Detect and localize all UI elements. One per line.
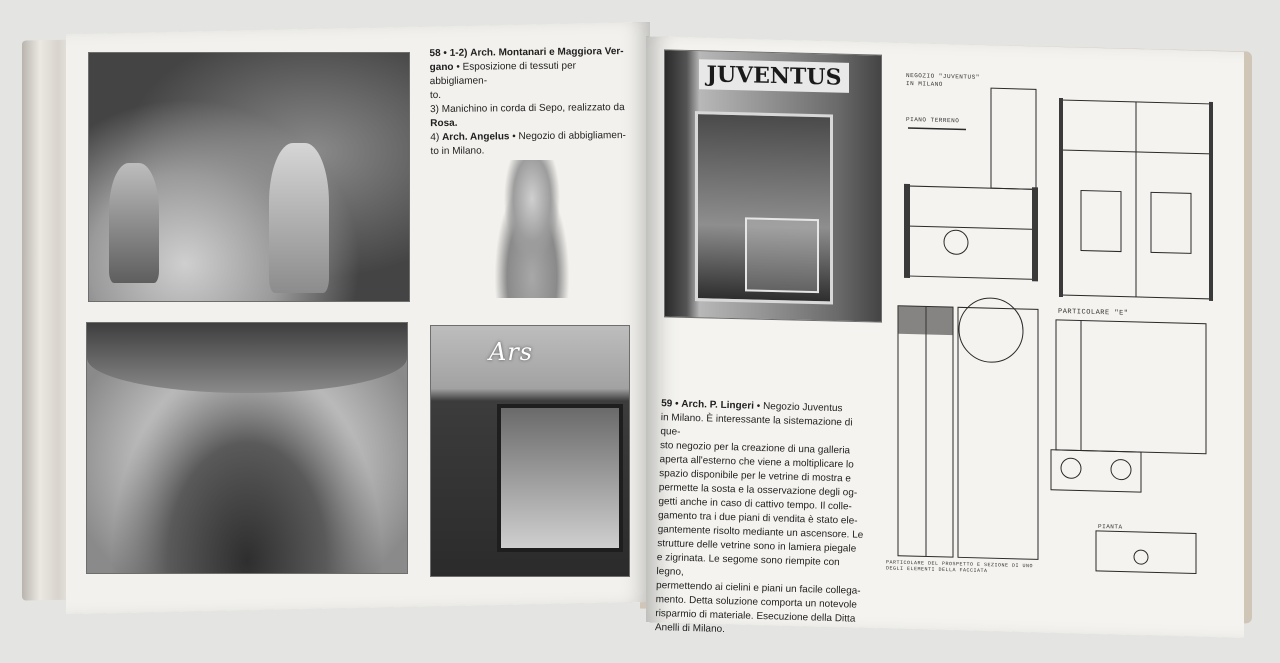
caption-59-line-1: in Milano. È interessante la sistemazione di que- <box>660 412 853 438</box>
plan-pianta-label: PIANTA <box>1098 522 1123 531</box>
architectural-plan <box>886 65 1236 594</box>
caption-59-line-11: permettendo ai cielini e piani un facile collega- <box>655 580 861 597</box>
caption-58-num: 58 • 1-2) <box>429 47 468 60</box>
caption-58-line4: 3) Manichino in corda di Sepo, realizzato da <box>430 102 625 116</box>
caption-59-line-5: permette la sosta e la osservazione degli og- <box>658 482 858 499</box>
photo-ars-storefront <box>430 325 630 577</box>
caption-58-desc: • Esposizione di tessuti per abbigliamen- <box>429 60 577 88</box>
plan-detail-e <box>1056 320 1206 454</box>
caption-58-arch: Arch. Montanari e Maggiora Ver- <box>470 46 624 59</box>
caption-59-line-3: aperta all'esterno che viene a moltiplicare lo <box>659 454 854 471</box>
caption-59-line-9: strutture delle vetrine sono in lamiera piegale <box>657 538 857 555</box>
caption-59 <box>655 397 868 641</box>
plan-stair-circle <box>944 230 968 255</box>
plan-floor-label: PIANO TERRENO <box>906 115 960 125</box>
caption-59-line-12: mento. Detta soluzione comporta un notevole <box>655 594 858 611</box>
caption-59-line-0: • Negozio Juventus <box>756 400 843 415</box>
photo-juventus-storefront <box>664 49 882 322</box>
caption-59-line-10: e zigrinata. Le segome sono riempite con legno, <box>656 552 840 578</box>
caption-59-line-6: getti anche in caso di cattivo tempo. Il colle- <box>658 496 852 513</box>
plan-room-corridor <box>991 88 1036 189</box>
photo-mannequin-head <box>488 160 576 298</box>
caption-59-arch: Arch. P. Lingeri <box>681 398 755 412</box>
caption-58-arch-cont: gano <box>429 61 454 74</box>
caption-58-line6-arch: Arch. Angelus <box>441 131 510 143</box>
plan-room-front <box>906 186 1036 279</box>
plan-title-1: NEGOZIO "JUVENTUS" <box>906 71 980 81</box>
caption-58 <box>429 45 636 159</box>
ars-sign-text: Ars <box>489 338 534 366</box>
caption-59-line-13: risparmio di materiale. Esecuzione della Ditta <box>655 608 856 625</box>
caption-59-line-4: spazio disponibile per le vetrine di mostra e <box>659 468 852 485</box>
plan-elevation-note: PARTICOLARE DEL PROSPETTO E SEZIONE DI UNO DEGLI ELEMENTI DELLA FACCIATA <box>886 559 1034 575</box>
juventus-sign-text: JUVENTUS <box>699 59 849 93</box>
plan-title-2: IN MILANO <box>906 79 943 88</box>
caption-58-line3: to. <box>429 89 442 102</box>
caption-59-line-14: Anelli di Milano. <box>654 622 726 636</box>
caption-59-line-7: gamento tra i due piani di vendita è stato ele- <box>657 510 858 527</box>
caption-59-num: 59 • <box>661 398 679 410</box>
caption-58-line5: Rosa. <box>430 117 458 130</box>
plan-drawing <box>886 65 1236 594</box>
caption-59-line-2: sto negozio per la creazione di una galleria <box>659 440 851 457</box>
caption-59-line-8: gantemente risolto mediante un ascensore. Le <box>657 524 864 541</box>
plan-detail-label: PARTICOLARE "E" <box>1058 307 1129 318</box>
caption-58-line6-rest: • Negozio di abbigliamen- <box>509 130 626 143</box>
photo-window-display <box>86 322 408 574</box>
caption-58-line7: to in Milano. <box>430 145 485 158</box>
caption-58-line6-num: 4) <box>430 131 440 144</box>
photo-fabric-display <box>88 52 410 302</box>
plan-detail-circle <box>959 297 1023 363</box>
